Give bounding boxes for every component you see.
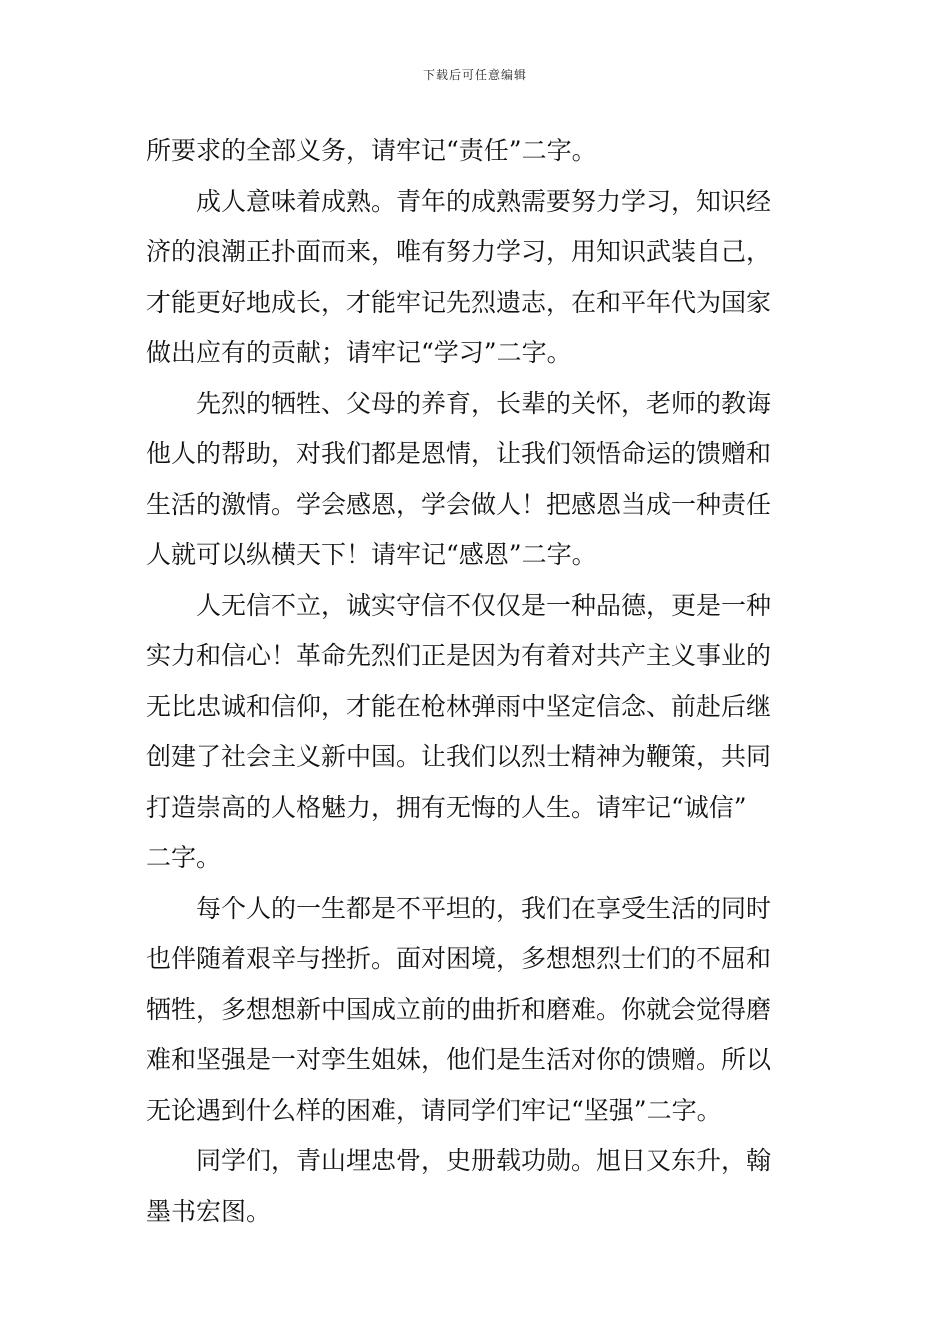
document-body: [146, 126, 810, 1237]
text-line: 所要求的全部义务，请牢记“责任”二字。: [146, 136, 597, 165]
text-line: 人就可以纵横天下！请牢记“感恩”二字。: [146, 540, 597, 569]
text-line: 实力和信心！革命先烈们正是因为有着对共产主义事业的: [146, 641, 772, 670]
text-line: 无论遇到什么样的困难，请同学们牢记“坚强”二字。: [146, 1095, 722, 1125]
text-line: 生活的激情。学会感恩，学会做人！把感恩当成一种责任: [146, 489, 772, 519]
text-line: 人无信不立，诚实守信不仅仅是一种品德，更是一种: [196, 590, 772, 620]
text-line: 济的浪潮正扑面而来，唯有努力学习，用知识武装自己，: [146, 237, 772, 266]
text-line: 打造崇高的人格魅力，拥有无悔的人生。请牢记“诚信”: [146, 792, 747, 822]
text-line: 牺牲，多想想新中国成立前的曲折和磨难。你就会觉得磨: [146, 994, 772, 1024]
text-line: 墨书宏图。: [146, 1196, 272, 1226]
text-line: 无比忠诚和信仰，才能在枪林弹雨中坚定信念、前赴后继: [146, 691, 772, 721]
text-line: 先烈的牺牲、父母的养育，长辈的关怀，老师的教诲: [196, 388, 772, 418]
text-line: 才能更好地成长，才能牢记先烈遗志，在和平年代为国家: [146, 287, 772, 317]
text-line: 二字。: [146, 843, 222, 872]
text-line: 也伴随着艰辛与挫折。面对困境，多想想烈士们的不屈和: [146, 944, 772, 973]
text-line: 做出应有的贡献；请牢记“学习”二字。: [146, 338, 572, 367]
text-line: 难和坚强是一对孪生姐妹，他们是生活对你的馈赠。所以: [146, 1045, 772, 1074]
text-line: 每个人的一生都是不平坦的，我们在享受生活的同时: [196, 893, 772, 923]
text-line: 他人的帮助，对我们都是恩情，让我们领悟命运的馈赠和: [146, 439, 772, 468]
text-line: 创建了社会主义新中国。让我们以烈士精神为鞭策，共同: [146, 742, 772, 771]
page-header: 下载后可任意编辑: [422, 68, 527, 82]
text-line: 成人意味着成熟。青年的成熟需要努力学习，知识经: [196, 186, 772, 216]
text-line: 同学们，青山埋忠骨，史册载功勋。旭日又东升，翰: [196, 1146, 772, 1175]
